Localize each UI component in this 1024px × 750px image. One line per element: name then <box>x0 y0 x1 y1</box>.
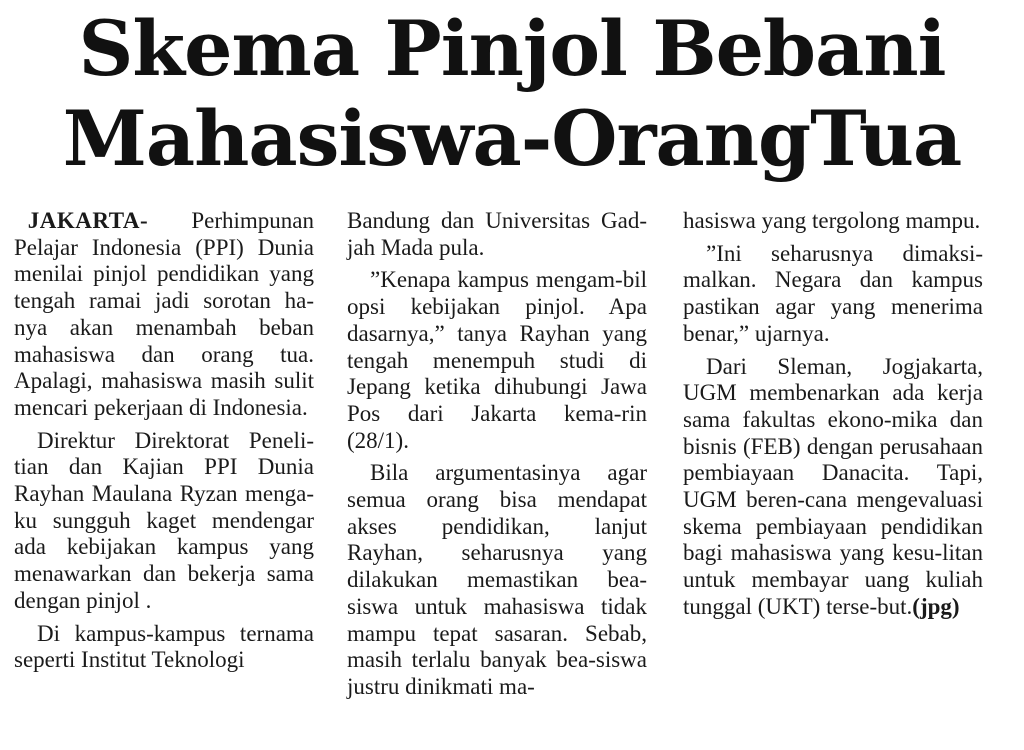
paragraph: ”Kenapa kampus mengam-bil opsi kebijakan pinjol. Apa dasarnya,” tanya Rayhan yang tengah menempuh studi di Jepang ketika dihubungi Jawa Pos dari Jakarta kema-rin (28/1). <box>347 267 647 453</box>
article-column-2 <box>347 208 647 707</box>
author-signature: (jpg) <box>912 593 960 619</box>
paragraph: Direktur Direktorat Peneli-tian dan Kajian PPI Dunia Rayhan Maulana Ryzan menga-ku sungguh kaget mendengar ada kebijakan kampus yang menawarkan dan bekerja sama dengan pinjol . <box>14 427 314 613</box>
headline-line-1: Skema Pinjol Bebani <box>78 4 946 93</box>
paragraph-text: Perhimpunan Pelajar Indonesia (PPI) Dunia menilai pinjol pendidikan yang tengah ramai jadi sorotan ha-nya akan menambah beban mahasiswa dan orang tua. Apalagi, mahasiswa masih sulit mencari pekerjaan di Indonesia. <box>14 208 314 420</box>
paragraph-text: Dari Sleman, Jogjakarta, UGM membenarkan ada kerja sama fakultas ekono-mika dan bisnis (FEB) dengan perusahaan pembiayaan Danacita. Tapi, UGM beren-cana mengevaluasi skema pembiayaan pendidikan bagi mahasiswa yang kesu-litan untuk membayar uang kuliah tunggal (UKT) terse-but. <box>683 353 983 619</box>
article-column-1 <box>14 208 314 680</box>
paragraph <box>14 208 314 422</box>
paragraph: Di kampus-kampus ternama seperti Institut Teknologi <box>14 620 314 673</box>
article-headline <box>0 4 1024 184</box>
paragraph: hasiswa yang tergolong mampu. <box>683 208 981 233</box>
paragraph: ”Ini seharusnya dimaksi-malkan. Negara dan kampus pastikan agar yang menerima benar,” ujarnya. <box>683 240 983 346</box>
paragraph: Bila argumentasinya agar semua orang bisa mendapat akses pendidikan, lanjut Rayhan, seharusnya yang dilakukan memastikan bea-siswa untuk mahasiswa tidak mampu tepat sasaran. Sebab, masih terlalu banyak bea-siswa justru dinikmati ma- <box>347 460 647 699</box>
article-column-3 <box>683 208 983 627</box>
headline-line-2: Mahasiswa-OrangTua <box>62 94 962 183</box>
dateline: JAKARTA- <box>27 208 149 233</box>
paragraph <box>683 354 983 621</box>
paragraph: Bandung dan Universitas Gad-jah Mada pula. <box>347 208 647 260</box>
